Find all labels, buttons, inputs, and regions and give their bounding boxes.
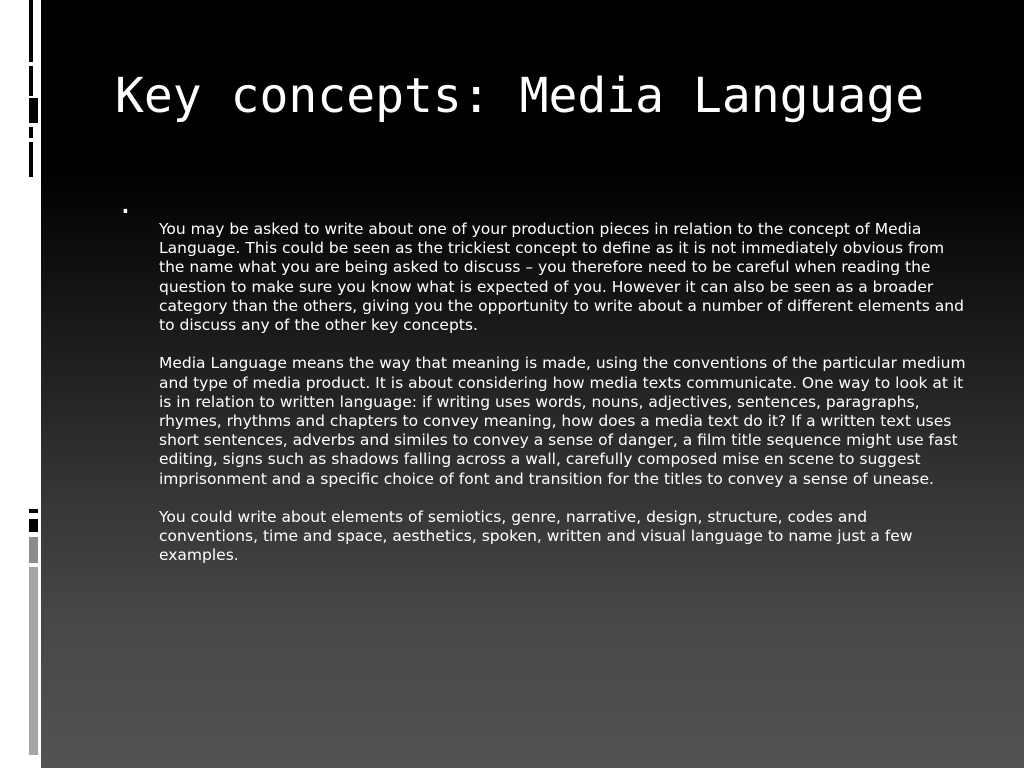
slide-body [159,220,969,585]
decorative-bar [29,537,38,563]
slide-title: Key concepts: Media Language [115,68,925,124]
decorative-bar [29,509,38,513]
decorative-bar [29,98,38,123]
decorative-bar [29,142,33,177]
decorative-bar [29,127,33,138]
decorative-bar [29,0,33,62]
left-decorative-strip [0,0,41,768]
bullet-marker: . [117,187,134,220]
body-paragraph-1: You may be asked to write about one of your production pieces in relation to the concept of Media Language. This could be seen as the trickiest concept to define as it is not immediately obvious from the name what you are being asked to discuss – you therefore need to be careful when reading the question to make sure you know what is expected of you. However it can also be seen as a broader category than the others, giving you the opportunity to write about a number of different elements and to discuss any of the other key concepts. [159,220,964,335]
body-paragraph-3: You could write about elements of semiotics, genre, narrative, design, structure, codes and conventions, time and space, aesthetics, spoken, written and visual language to name just a few examples. [159,508,913,565]
body-paragraph-2: Media Language means the way that meaning is made, using the conventions of the particular medium and type of media product. It is about considering how media texts communicate. One way to look at it is in relation to written language: if writing uses words, nouns, adjectives, sentences, paragraphs, rhymes, rhythms and chapters to convey meaning, how does a media text do it? If a written text uses short sentences, adverbs and similes to convey a sense of danger, a film title sequence might use fast editing, signs such as shadows falling across a wall, carefully composed mise en scene to suggest imprisonment and a specific choice of font and transition for the titles to convey a sense of unease. [159,354,966,488]
decorative-bar [29,567,38,755]
decorative-bar [29,66,33,96]
decorative-bar [29,519,38,532]
